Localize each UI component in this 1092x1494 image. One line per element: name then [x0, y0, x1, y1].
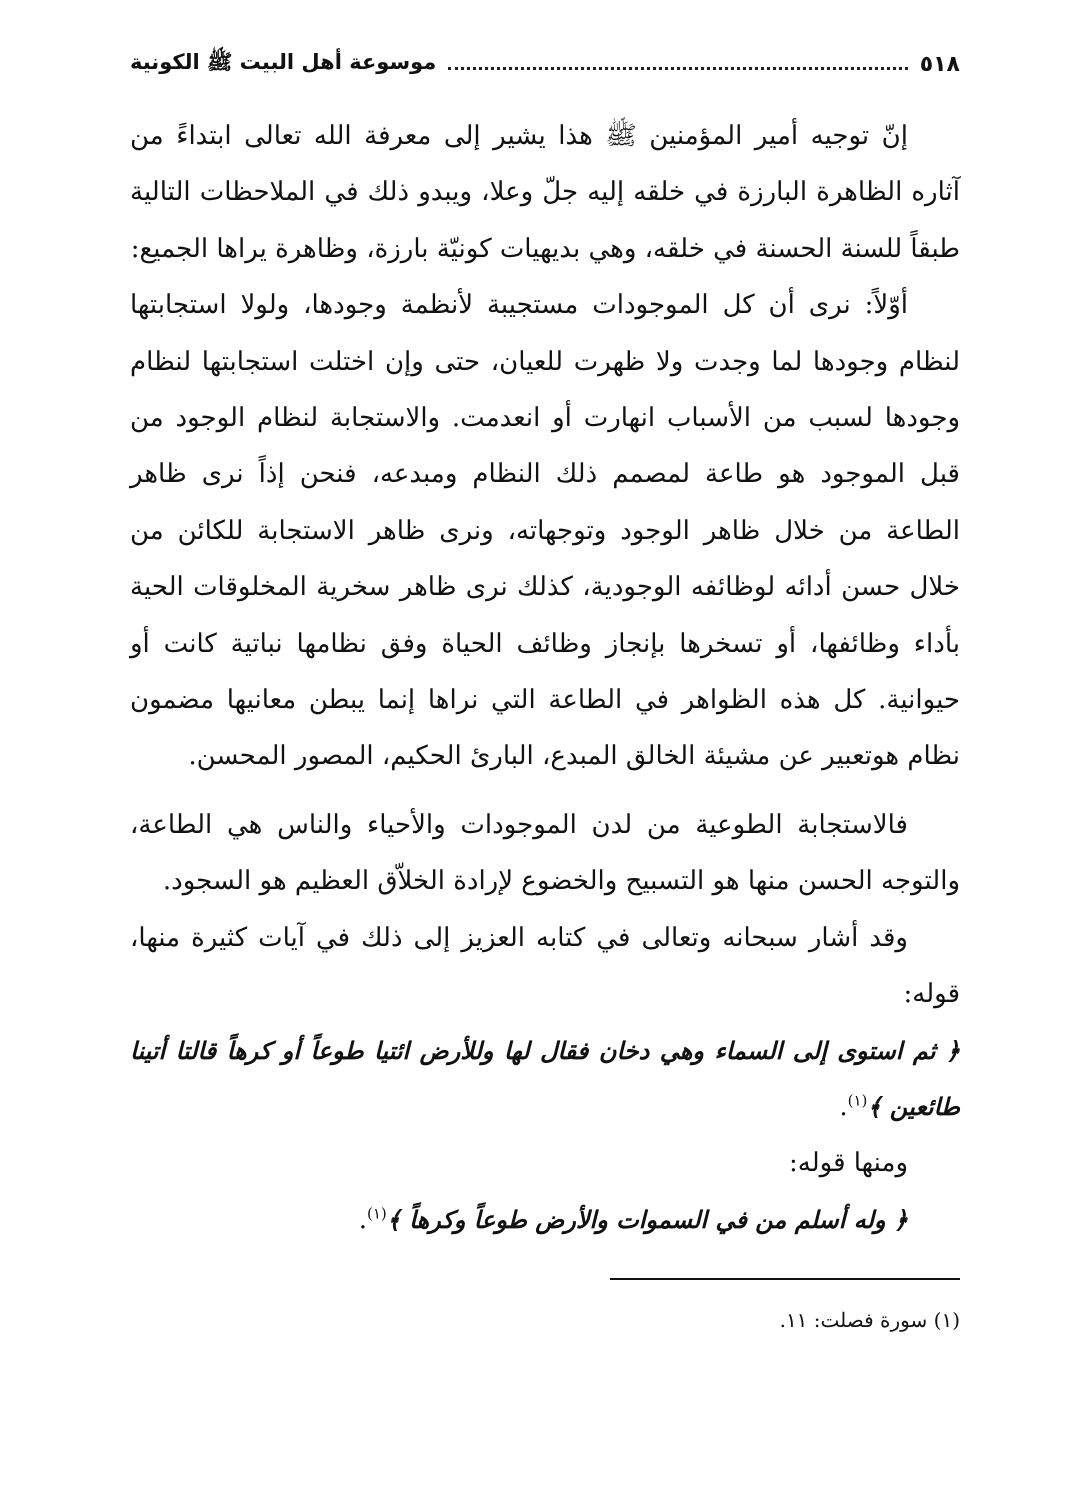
verse-block — [130, 1023, 960, 1249]
main-text — [130, 108, 960, 1248]
verse-2-end-mark: . — [358, 1204, 367, 1235]
footnote: (١) سورة فصلت: ١١. — [779, 1308, 960, 1332]
paragraph-obedience: فالاستجابة الطوعية من لدن الموجودات والأحياء والناس هي الطاعة، والتوجه الحسن منها هو التسبيح والخضوع لإرادة الخلاّق العظيم هو السجود. — [130, 809, 960, 897]
paragraph-intro: إنّ توجيه أمير المؤمنين ﷺ هذا يشير إلى معرفة الله تعالى ابتداءً من آثاره الظاهرة البارزة في خلقه إليه جلّ وعلا، ويبدو ذلك في الملاحظات التالية طبقاً للسنة الحسنة في خلقه، وهي بديهيات كونيّة بارزة، وظاهرة يراها الجميع: — [130, 121, 960, 264]
running-header — [130, 44, 960, 84]
paragraph-first-point: أوّلاً: نرى أن كل الموجودات مستجيبة لأنظمة وجودها، ولولا استجابتها لنظام وجودها لما وجدت ولا ظهرت للعيان، حتى وإن اختلت استجابتها لنظام وجودها لسبب من الأسباب انهارت أو انعدمت. والاستجابة لنظام الوجود من قبل الموجود هو طاعة لمصمم ذلك النظام ومبدعه، فنحن إذاً نرى ظاهر الطاعة من خلال ظاهر الوجود وتوجهاته، ونرى ظاهر الاستجابة للكائن من خلال حسن أدائه لوظائفه الوجودية، كذلك نرى ظاهر سخرية المخلوقات الحية بأداء وظائفها، أو تسخرها بإنجاز وظائف الحياة وفق نظامها نباتية كانت أو حيوانية. كل هذه الظواهر في الطاعة التي نراها إنما يبطن معانيها مضمون نظام هوتعبير عن مشيئة الخالق المبدع، البارئ الحكيم، المصور المحسن. — [130, 290, 960, 772]
header-leader-dots — [448, 67, 907, 70]
page-number: ٥١٨ — [919, 51, 960, 77]
verse-1-text: ﴿ ثم استوى إلى السماء وهي دخان فقال لها وللأرض ائتيا طوعاً أو كرهاً قالتا أتينا طائعين ﴾ — [130, 1036, 961, 1121]
quran-verse-1 — [130, 1023, 960, 1136]
book-title: موسوعة أهل البيت ﷺ الكونية — [130, 49, 437, 74]
footnote-ref-1: (١) — [847, 1091, 868, 1110]
footnote-separator — [610, 1278, 960, 1280]
verse-intro-line: ومنها قوله: — [789, 1148, 908, 1179]
paragraph-reference: وقد أشار سبحانه وتعالى في كتابه العزيز إلى ذلك في آيات كثيرة منها، قوله: — [130, 922, 960, 1010]
verse-2-text: ﴿ وله أسلم من في السموات والأرض طوعاً وكرهاً ﴾ — [386, 1205, 908, 1234]
quran-verse-2 — [130, 1192, 960, 1248]
footnote-ref-2: (١) — [366, 1204, 387, 1223]
verse-1-end-mark: . — [839, 1091, 848, 1122]
